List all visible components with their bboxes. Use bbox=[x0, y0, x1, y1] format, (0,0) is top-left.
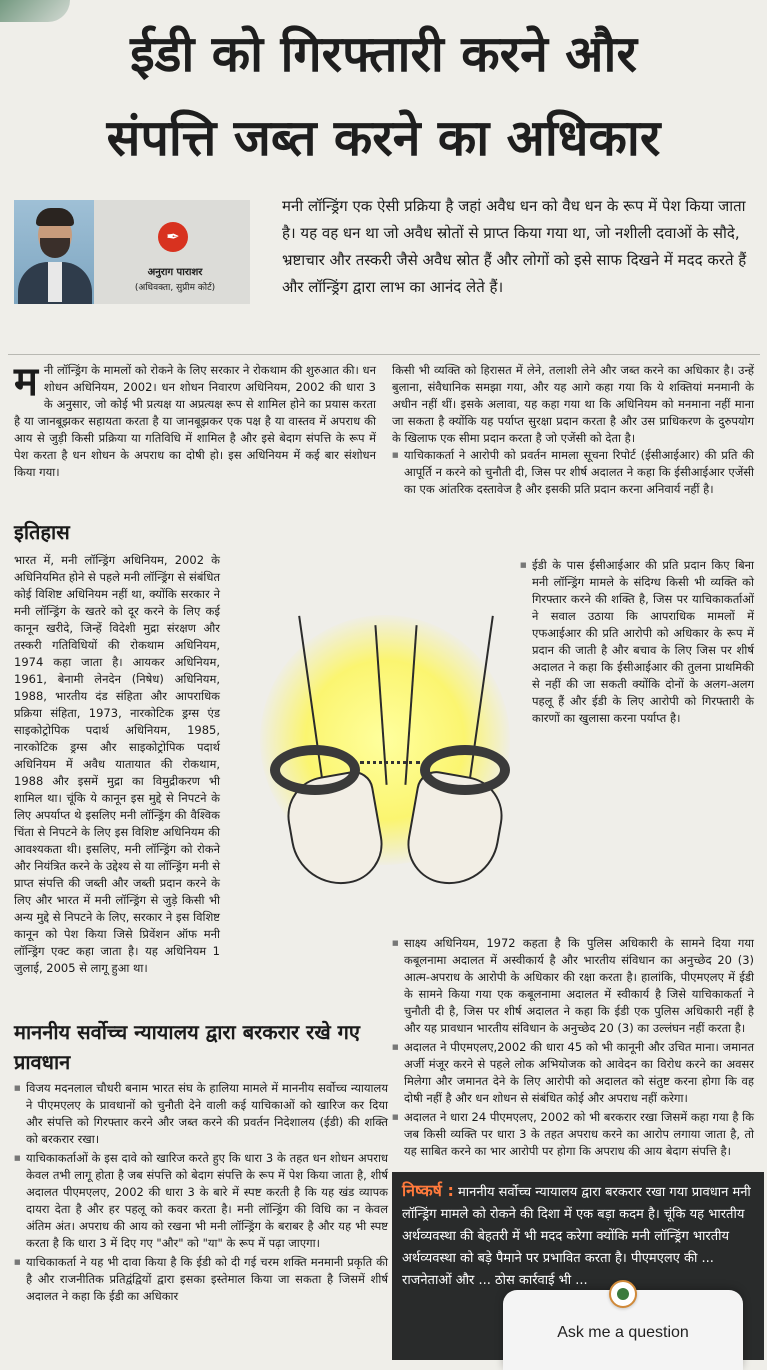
list-item: ■ याचिकाकर्ता ने आरोपी को प्रवर्तन मामला सूचना रिपोर्ट (ईसीआईआर) की प्रति की आपूर्ति न करने को चुनौती दी, जिस पर शीर्ष अदालत ने कहा कि ईसीआईआर एजेंसी का एक आंतरिक दस्तावेज है और इसकी प्रति प्रदान करना अनिवार्य नहीं है। bbox=[392, 447, 754, 498]
author-role: (अधिवक्ता, सुप्रीम कोर्ट) bbox=[134, 283, 216, 293]
right-column-top bbox=[392, 362, 754, 500]
conclusion-text: माननीय सर्वोच्च न्यायालय द्वारा बरकरार रखा गया प्रावधान मनी लॉन्ड्रिंग मामले को रोकने की दिशा में एक बड़ा कदम है। चूंकि यह भारतीय अर्थव्यवस्था की बेहतरी में भी मदद करेगा क्योंकि मनी लॉन्ड्रिंग भारतीय अर्थव्यवस्था को बड़े पैमाने पर प्रभावित करता है। पीएमएलए की ... राजनेताओं और ... ठोस कार्रवाई भी ... bbox=[402, 1185, 751, 1288]
ask-question-label[interactable]: Ask me a question bbox=[557, 1324, 689, 1341]
pen-nib-icon: ✒ bbox=[158, 222, 188, 252]
divider bbox=[8, 354, 760, 355]
author-box bbox=[14, 200, 250, 304]
author-photo bbox=[14, 200, 94, 304]
court-heading: माननीय सर्वोच्च न्यायालय द्वारा बरकरार रखे गए प्रावधान bbox=[14, 1020, 360, 1074]
headline-line-1: ईडी को गिरफ्तारी करने और bbox=[130, 25, 637, 83]
list-item: ■ विजय मदनलाल चौधरी बनाम भारत संघ के हालिया मामले में माननीय सर्वोच्च न्यायालय ने पीएमएलए के प्रावधानों को चुनौती देने वाली कई याचिकाओं को खारिज कर दिया और संपत्ति को गिरफ्तार करने और जब्त करने की प्रवर्तन निदेशालय (ईडी) की शक्ति को बरकरार रखा। bbox=[14, 1080, 388, 1148]
intro-text: मनी लॉन्ड्रिंग एक ऐसी प्रक्रिया है जहां अवैध धन को वैध धन के रूप में पेश किया जाता है। यह वह धन था जो अवैध स्रोतों से प्राप्त किया गया था, जो नशीली दवाओं के सौदे, भ्रष्टाचार और तस्करी जैसे अवैध स्रोत हैं और लोगों को इसे साफ दिखने में मदद करते हैं और लॉन्ड्रिंग द्वारा लाभ का आनंद लेते हैं। bbox=[282, 197, 747, 296]
author-name: अनुराग पाराशर bbox=[147, 267, 203, 278]
list-item: ■ साक्ष्य अधिनियम, 1972 कहता है कि पुलिस अधिकारी के सामने दिया गया कबूलनामा अदालत में अस्वीकार्य है और भारतीय संविधान का अनुच्छेद 20 (3) आत्म-अपराध के आरोपी के अधिकार की रक्षा करता है। हालांकि, पीएमएलए में ईडी के सामने किया गया एक कबूलनामा अदालत में स्वीकार्य है जिसे याचिकाकर्ता ने चुनौती दी है, जिस पर शीर्ष अदालत ने कहा कि ईडी एक पुलिस अधिकारी नहीं है और यह प्रावधान भारतीय संविधान के अनुच्छेद 20 (3) का उल्लंघन नहीं करता है। bbox=[392, 935, 754, 1037]
handcuffed-hands-icon bbox=[220, 585, 560, 925]
list-item: ■ याचिकाकर्ताओं के इस दावे को खारिज करते हुए कि धारा 3 के तहत धन शोधन अपराध केवल तभी लागू होता है जब संपत्ति को बेदाग संपत्ति के रूप में पेश किया जाता है, शीर्ष अदालत पीएमएलए, 2002 की धारा 3 के बारे में स्पष्ट करती है कि यह खंड व्यापक दायरा देता है और हर पहलू को कवर करता है। मनी लॉन्ड्रिंग की विधि का न केवल अंतिम अंत। अपराध की आय को रखना भी मनी लॉन्ड्रिंग के बराबर है और यह भी स्पष्ट करता है कि धारा 3 में दिए गए "और" को "या" के रूप में पढ़ा जाएगा। bbox=[14, 1150, 388, 1252]
left-intro-paragraph bbox=[14, 359, 376, 481]
right-column-bottom bbox=[392, 935, 754, 1162]
list-item: ■ अदालत ने धारा 24 पीएमएलए, 2002 को भी बरकरार रखा जिसमें कहा गया है कि जब किसी व्यक्ति पर धारा 3 के तहत अपराध करने का आरोप लगाया जाता है, तो यह साबित करने का भार आरोपी पर होगा कि अपराध की आय बेदाग संपत्ति है। bbox=[392, 1109, 754, 1160]
right-para-1: किसी भी व्यक्ति को हिरासत में लेने, तलाशी लेने और जब्त करने का अधिकार है। उन्हें बुलाना, संवैधानिक समझा गया, और यह आगे कहा गया कि ये शक्तियां मनमानी के अधीन नहीं थीं। इसके अलावा, यह कहा गया था कि अधिनियम को मनमाना नहीं माना जा सकता है क्योंकि यह पर्याप्त सुरक्षा प्रदान करता है और उस प्राधिकरण के दुरुपयोग के खिलाफ एक सीमा प्रदान करता है जो एजेंसी को देता है। bbox=[392, 363, 754, 445]
list-item: ■ अदालत ने पीएमएलए,2002 की धारा 45 को भी कानूनी और उचित माना। जमानत अर्जी मंजूर करने से पहले लोक अभियोजक को आवेदन का विरोध करने का अवसर मिलेगा और जमानत देने के लिए आरोपी को अदालत को संतुष्ट करना होगा कि वह दोषी नहीं है और धन शोधन से संबंधित कोई और अपराध नहीं करेगा। bbox=[392, 1039, 754, 1107]
conclusion-label: निष्कर्ष : bbox=[402, 1181, 454, 1200]
left-para-1: नी लॉन्ड्रिंग के मामलों को रोकने के लिए सरकार ने रोकथाम की शुरुआत की। धन शोधन अधिनियम, 2002। धन शोधन निवारण अधिनियम, 2002 की धारा 3 के अनुसार, जो कोई भी प्रत्यक्ष या अप्रत्यक्ष रूप से शामिल होने का प्रयास करता है या जानबूझकर सहायता करता है या जानबूझकर एक पक्ष है या वास्तव में अपराध की आय से जुड़ी किसी प्रक्रिया या गतिविधि में शामिल है और इसे बेदाग संपत्ति के रूप में पेश करता है धन शोधन के अपराध का दोषी हो। इस अधिनियम में कई बार संशोधन किया गया। bbox=[14, 363, 376, 479]
ask-question-widget[interactable] bbox=[503, 1290, 743, 1370]
list-item: ■ ईडी के पास ईसीआईआर की प्रति प्रदान किए बिना मनी लॉन्ड्रिंग मामले के संदिग्ध किसी भी व्यक्ति को गिरफ्तार करने की शक्ति है, जिस पर याचिकाकर्ताओं ने सवाल उठाया कि आपराधिक मामलों में एफआईआर की प्रति आरोपी को अधिकार के रूप में प्रदान की जाती है और बचाव के लिए जिस पर शीर्ष अदालत ने कहा कि ईसीआईआर की तुलना प्राथमिकी से नहीं की जा सकती क्योंकि दोनों के अलग-अलग पहलू हैं और ईडी के लिए आरोपी को गिरफ्तारी के कारणों का खुलासा करना पर्याप्त है। bbox=[520, 557, 754, 727]
right-column-middle bbox=[520, 557, 754, 729]
assistant-avatar-icon[interactable] bbox=[609, 1280, 637, 1308]
drop-cap: म bbox=[14, 359, 38, 405]
headline-line-2: संपत्ति जब्त करने का अधिकार bbox=[106, 109, 661, 167]
court-bullets bbox=[14, 1080, 388, 1307]
history-heading: इतिहास bbox=[14, 520, 70, 544]
history-text: भारत में, मनी लॉन्ड्रिंग अधिनियम, 2002 के अधिनियमित होने से पहले मनी लॉन्ड्रिंग से संबंधित कोई विशिष्ट अधिनियम नहीं था, क्योंकि सरकार ने मनी लॉन्ड्रिंग के खतरे को दूर करने के लिए कई कानून खरीदे, जिन्हें विदेशी मुद्रा संरक्षण और तस्करी गतिविधियों की रोकथाम अधिनियम, 1974 कहा जाता है। आयकर अधिनियम, 1961, बेनामी लेनदेन (निषेध) अधिनियम, 1988, भारतीय दंड संहिता और आपराधिक प्रक्रिया संहिता, 1973, नारकोटिक ड्रग्स एंड साइकोट्रोपिक पदार्थ अधिनियम, 1985, नारकोटिक ड्रग्स और साइकोट्रोपिक पदार्थ अधिनियम में अवैध यातायात की रोकथाम, 1988 और इसमें मुद्रा का विमुद्रीकरण भी शामिल था। चूंकि ये कानून इस मुद्दे से निपटने के लिए अपर्याप्त थे इसलिए मनी लॉन्ड्रिंग की वैश्विक चिंता से निपटने के लिए इस विशिष्ट अधिनियम की आवश्यकता थी। इसलिए, मनी लॉन्ड्रिंग को रोकने और नियंत्रित करने के उद्देश्य से या लॉन्ड्रिंग मनी से प्राप्त संपत्ति की जब्ती और जब्ती प्रदान करने के लिए और भारत में मनी लॉन्ड्रिंग से जुड़े किसी भी अन्य मुद्दे से निपटने के लिए, सरकार ने इस विशिष्ट कानून को पेश किया जिसे प्रिवेंशन ऑफ मनी लॉन्ड्रिंग एक्ट कहा जाता है। यह अधिनियम 1 जुलाई, 2005 से लागू हुआ था। bbox=[14, 553, 220, 975]
list-item: ■ याचिकाकर्ता ने यह भी दावा किया है कि ईडी को दी गई चरम शक्ति मनमानी प्रकृति की है और राजनीतिक प्रतिद्वंद्वियों द्वारा इसका इस्तेमाल किया जा सकता है जिसमें शीर्ष अदालत ने कहा कि ईडी का अधिकार bbox=[14, 1254, 388, 1305]
